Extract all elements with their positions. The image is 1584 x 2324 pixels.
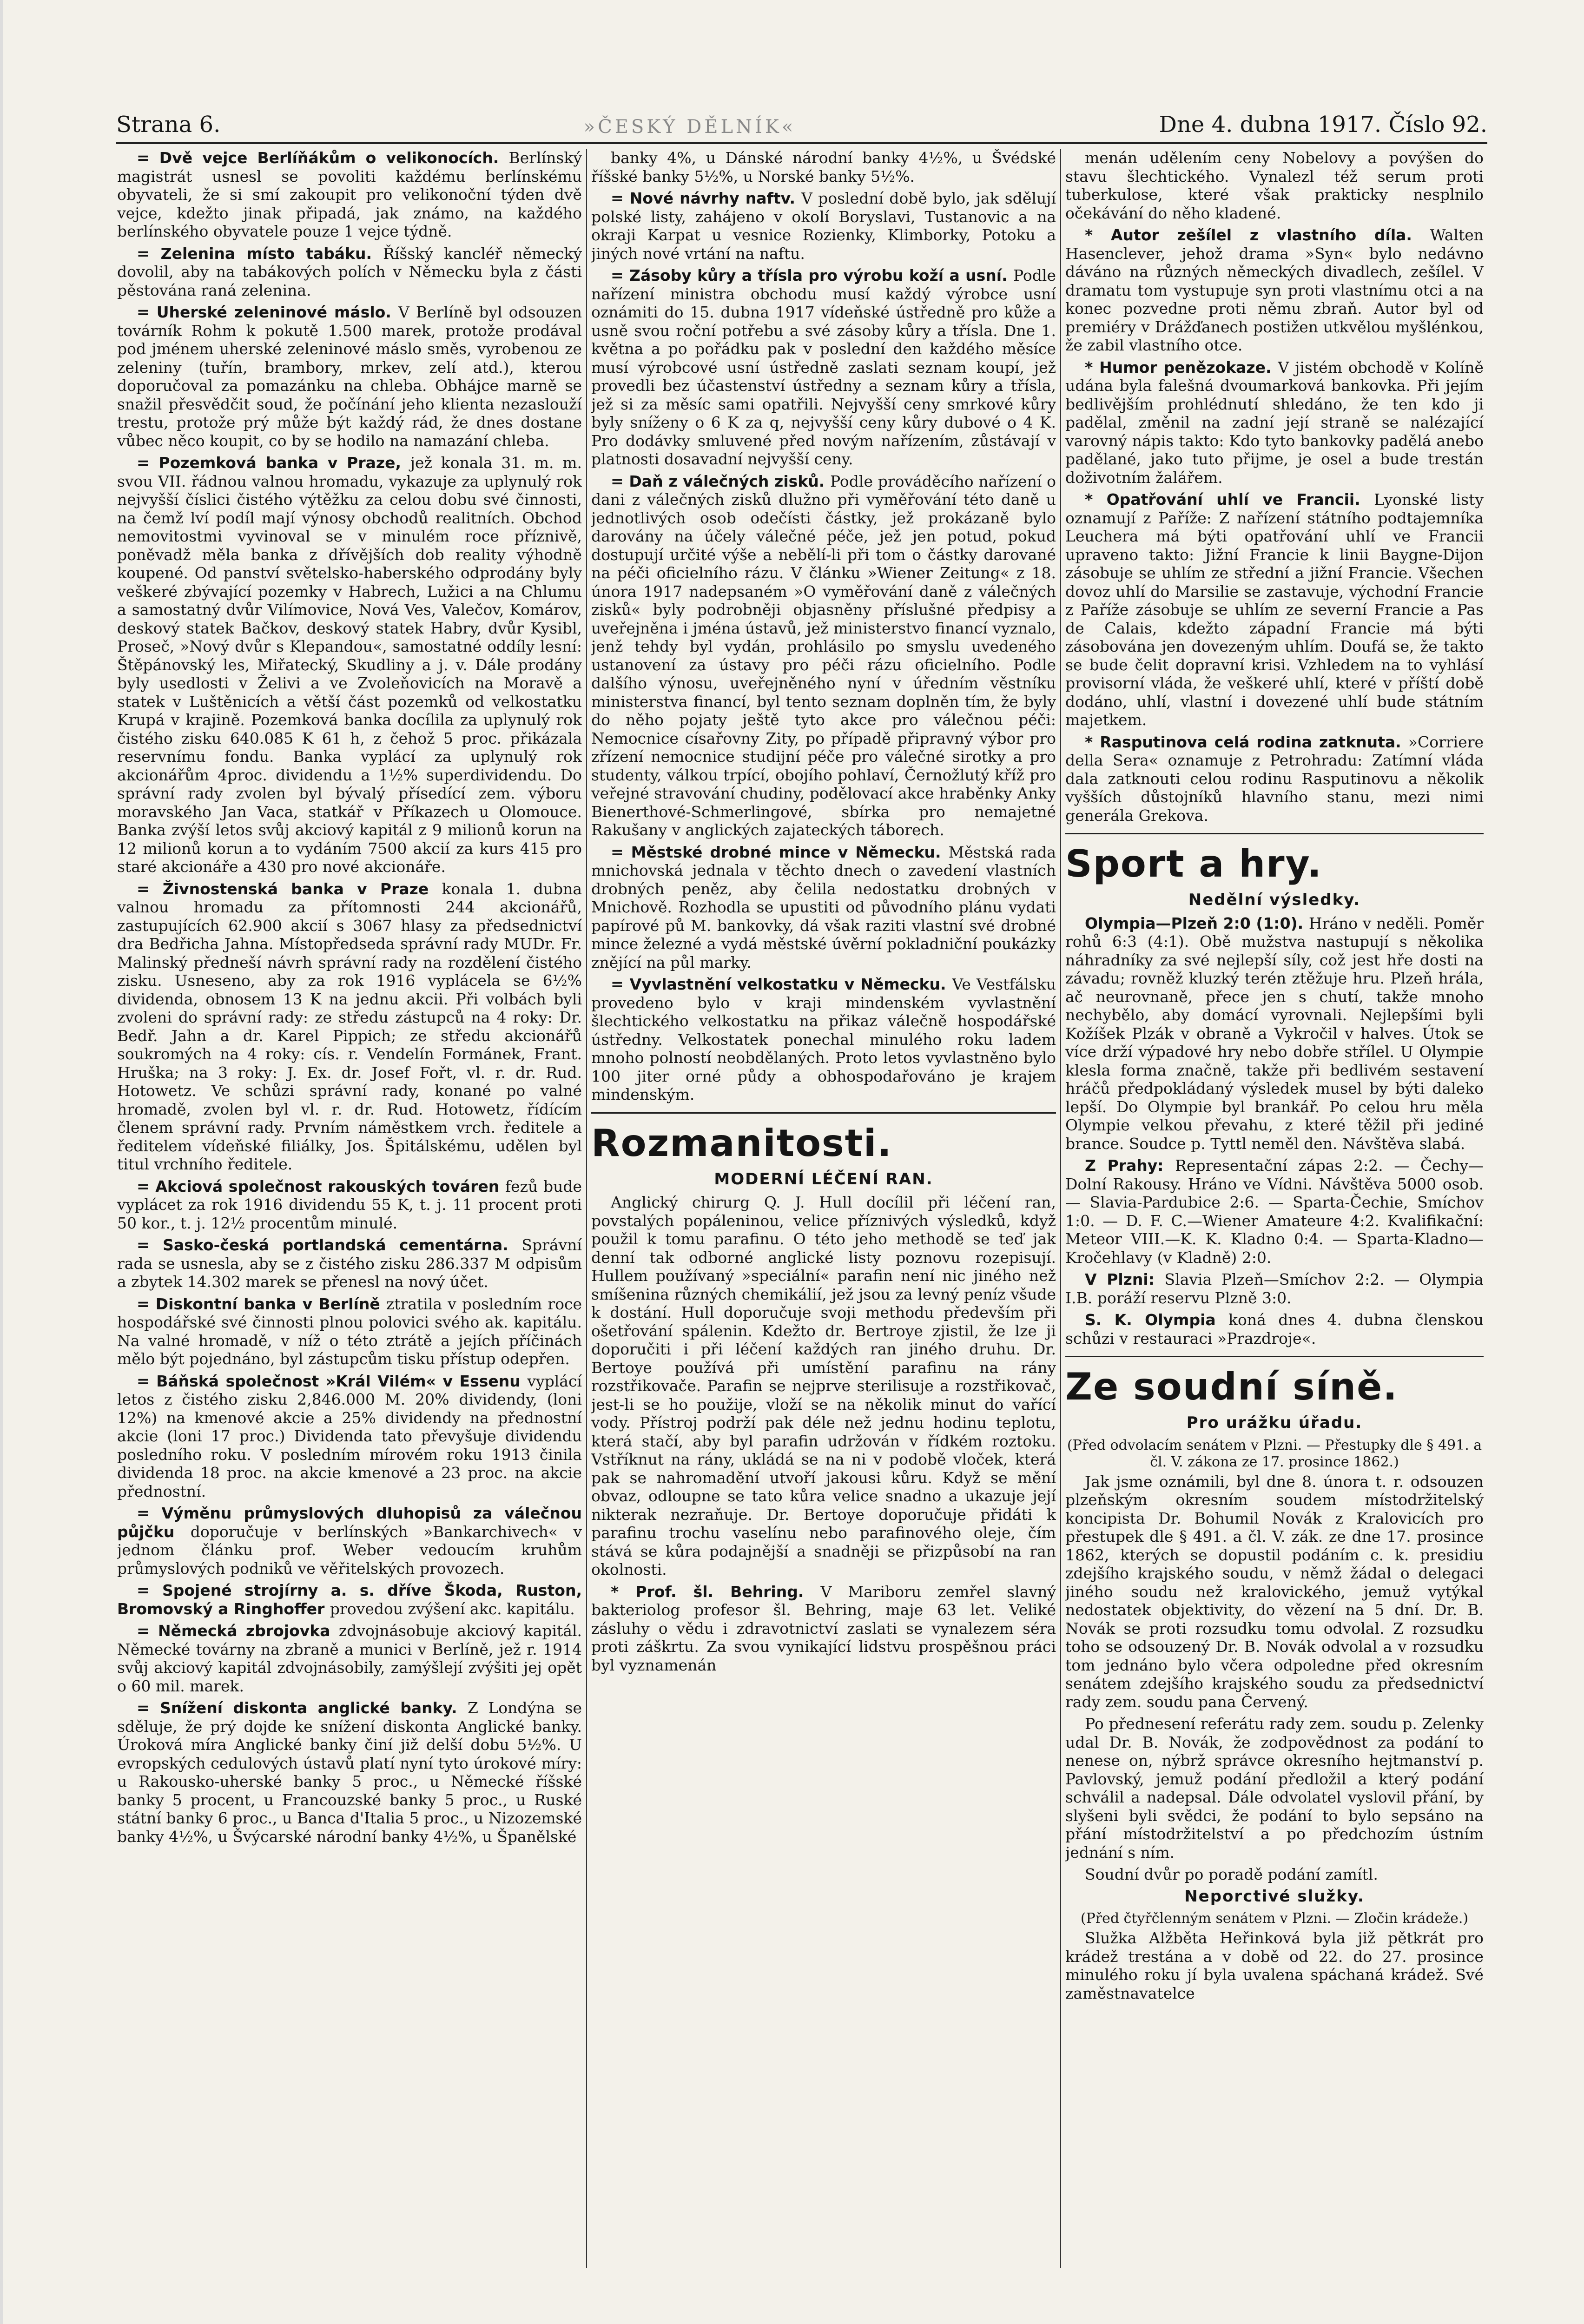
article-headline: = Zásoby kůry a třísla pro výrobu koží a usní. — [611, 266, 1014, 284]
article-subheading: MODERNÍ LÉČENÍ RAN. — [714, 1169, 933, 1188]
news-article — [591, 843, 1056, 972]
article-body: V poslední době bylo, jak sdělují polské listy, zahájeno v okolí Boryslavi, Tustanovic a na okraji Karpat u vesnice Rozienky, Klimborky, Potoku a jiných nové vrtání na naftu. — [591, 189, 1056, 263]
news-article — [591, 189, 1056, 263]
article-body: Správní rada se usnesla, aby se z čistého zisku 286.337 M odpisům a zbytek 14.302 marek se přenesl na nový účet. — [117, 1236, 582, 1291]
news-article — [117, 454, 582, 876]
article-body: Hráno v neděli. Poměr rohů 6:3 (4:1). Obě mužstva nastupují s několika náhradníky za své nejlepší síly, což jest hře dosti na závadu; rovněž kluzký terén ztěžuje hru. Plzeň hrála, ač neurovnaně, přece jen s chutí, takže mnoho nechybělo, aby domácí vyrovnali. Nejlepšími byli Kožíšek Plzák v obraně a Vykročil v halves. Útok se více drží výpadové hry nebo dobře střílel. U Olympie klesla forma značně, takže při bedlivém sestavení hráčů předpokládaný výsledek musel by býti daleko lepší. Do Olympie byl brankář. Po celou hru měla Olympie velkou převahu, z které těžil při jediné brance. Soudce p. Tyttl neměl den. Návštěva slabá. — [1065, 914, 1484, 1153]
article-body: Slavia Plzeň—Smíchov 2:2. — Olympia I.B. poráží reservu Plzně 3:0. — [1065, 1270, 1484, 1307]
court-note: (Před odvolacím senátem v Plzni. — Přestupky dle § 491. a čl. V. zákona ze 17. prosince 1862.) — [1067, 1437, 1482, 1470]
news-article — [117, 1581, 582, 1618]
section-divider — [1065, 1356, 1484, 1357]
article-headline: = Akciová společnost rakouských továren — [137, 1177, 505, 1195]
article-body: V Berlíně byl odsouzen továrník Rohm k pokutě 1.500 marek, protože prodával pod jménem uherské zeleninové máslo směs, vyrobenou ze zeleniny (tuřín, brambory, mrkev, zelí atd.), kterou doporučoval za pomazánku na chleba. Obhájce marně se snažil přesvědčit soud, že počínání jeho klienta nezaslouží trestu, protože prý může být každý rád, že dnes dostane vůbec něco koupit, co by se hodilo na namazání chleba. — [117, 303, 582, 450]
news-article — [591, 266, 1056, 469]
article-headline: * Humor penězokaze. — [1085, 358, 1278, 376]
news-article — [1065, 1472, 1484, 1711]
column-3 — [1065, 149, 1484, 2268]
article-headline: = Německá zbrojovka — [137, 1622, 339, 1640]
article-headline: = Snížení diskonta anglické banky. — [137, 1699, 468, 1717]
article-subheading: Nedělní výsledky. — [1188, 891, 1361, 909]
article-body: vyplácí letos z čistého zisku 2,846.000 M. 20% dividendy, (loni 12%) na kmenové akcie a 25% dividendy na přednostní akcie (loni 17 proc.) Dividenda tato převyšuje dividendu posledního roku. V posledním mírovém roku 1913 činila dividenda 18 proc. na akcie kmenové a 23 proc. na akcie přednostní. — [117, 1372, 582, 1500]
article-body: doporučuje v berlínských »Bankarchivech« v jednom článku prof. Weber vedoucím kruhům průmyslových podniků ve věřitelských provozech. — [117, 1522, 582, 1578]
news-article — [117, 880, 582, 1174]
news-article — [117, 1295, 582, 1368]
article-body: Ve Vestfálsku provedeno bylo v kraji mindenském vyvlastnění šlechtického velkostatku na přikaz válečně hospodářské ústředny. Velkostatek ponechal minulého roku ladem mnoho polností neobdělaných. Proto letos vyvlastněno bylo 100 jiter orné půdy a obhospodařováno je krajem mindenským. — [591, 975, 1056, 1103]
article-body: Lyonské listy oznamují z Paříže: Z nařízení státního podtajemníka Leuchera má býti opatřování uhlí ve Francii upraveno takto: Jižní Francie k linii Baygne-Dijon zásobuje se uhlím ze střední a jižní Francie. Všechen dovoz uhlí do Marsilie se zastavuje, východní Francie z Paříže zásobuje se uhlím ze severní Francie a Pas de Calais, kdežto západní Francie má býti zásobována jen dovezeným uhlím. Doufá se, že takto se bude čelit dopravní krisi. Vzhledem na to vyhlásí provisorní vláda, že veškeré uhlí, které v příští době dodáno, uhlí, vlastní i dovezené uhlí bude státním majetkem. — [1065, 490, 1484, 729]
news-article — [591, 975, 1056, 1104]
news-article — [117, 149, 582, 241]
article-body: Berlínský magistrát usnesl se povoliti každému berlínskému obyvateli, že si smí zakoupit pro velikonoční týden dvě vejce, kdežto jinak připadá, jak známo, na každého berlínského obyvatele pouze 1 vejce týdně. — [117, 149, 582, 240]
article-headline: = Spojené strojírny a. s. dříve Škoda, Ruston, Bromovský a Ringhoffer — [117, 1581, 582, 1618]
article-body: Representační zápas 2:2. — Čechy—Dolní Rakousy. Hráno ve Vídni. Návštěva 5000 osob. — Slavia-Pardubice 2:6. — Sparta-Čechie, Smíchov 1:0. — D. F. C.—Wiener Amateure 4:2. Kvalifikační: Meteor VIII.—K. K. Kladno 0:4. — Sparta-Kladno—Kročehlavy (v Kladně) 2:0. — [1065, 1156, 1484, 1267]
article-headline: = Daň z válečných zisků. — [611, 472, 831, 490]
article-body: menán udělením ceny Nobelovy a povýšen do stavu šlechtického. Vynalezl též serum proti tuberkulose, které však prakticky nesplnilo očekávání do něho kladené. — [1065, 149, 1484, 222]
article-body: provedou zvýšení akc. kapitálu. — [330, 1599, 575, 1618]
news-article — [117, 1622, 582, 1695]
issue-date: Dne 4. dubna 1917. Číslo 92. — [1159, 112, 1487, 138]
article-headline: = Zelenina místo tabáku. — [137, 244, 383, 263]
news-article — [117, 244, 582, 300]
news-article — [1065, 1715, 1484, 1862]
article-headline: = Dvě vejce Berlíňákům o velikonocích. — [137, 149, 509, 167]
article-headline: = Výměnu průmyslových dluhopisů za válečnou půjčku — [117, 1504, 582, 1541]
news-article — [1065, 1929, 1484, 2002]
article-body: Jak jsme oznámili, byl dne 8. února t. r. odsouzen plzeňským okresním soudem místodržitelský koncipista Dr. Bohumil Novák z Kralovicích pro přestupek dle § 491. a čl. V. zák. ze dne 17. prosince 1862, kterých se dopustil podáním c. k. presidiu zdejšího krajského soudu, v němž žádal o delegaci jiného soudu než kralovického, jemuž vytýkal nedostatek objektivity, do vězení na 5 dní. Dr. B. Novák se proti rozsudku tomu odvolal. Z rozsudku toho se odsouzený Dr. B. Novák odvolal a v rozsudku tom jednáno bylo včera odpoledne před okresním senátem zdejšího krajského soudu za předsednictví rady zem. soudu pana Červený. — [1065, 1472, 1484, 1711]
article-headline: Olympia—Plzeň 2:0 (1:0). — [1085, 914, 1309, 932]
masthead: »ČESKÝ DĚLNÍK« — [583, 116, 796, 138]
article-headline: * Opatřování uhlí ve Francii. — [1085, 490, 1374, 508]
news-article — [1065, 733, 1484, 825]
news-article — [117, 303, 582, 450]
news-article — [1065, 358, 1484, 487]
article-headline: = Živnostenská banka v Praze — [137, 879, 442, 898]
article-headline: S. K. Olympia — [1085, 1311, 1229, 1329]
article-body: banky 4%, u Dánské národní banky 4½%, u Švédské říšské banky 5½%, u Norské banky 5½%. — [591, 149, 1056, 185]
article-body: Walten Hasenclever, jehož drama »Syn« bylo nedávno dáváno na různých německých divadlech, zešílel. V dramatu tom vystupuje syn proti vlastnímu otci a na konec pozvedne proti němu zbraň. Autor byl od premiéry v Drážďanech postižen utkvělou myšlénkou, že zabil vlastního otce. — [1065, 226, 1484, 354]
news-article — [591, 1193, 1056, 1579]
article-body: Podle prováděcího nařízení o dani z válečných zisků dlužno při vyměřování této daně u jednotlivých osob odečísti částky, jež prokázaně bylo darovány na účely válečné péče, jež jen potud, pokud dostupují určité výše a nebělí-li při tom o částky darované na péči oficielního rázu. V článku »Wiener Zeitung« z 18. února 1917 nadepsaném »O vyměřování daně z válečných zisků« byly podrobněji objasněny příslušné předpisy a uveřejněna i jména ústavů, jež ministerstvo financí vyznalo, jenž tehdy byl vydán, prohlásilo po smyslu uvedeného ustanovení za ústavy pro péči rázu oficielního. Podle dalšího výnosu, uveřejněného nyní v úředním věstníku ministerstva financí, byl tento seznam doplněn tím, že byly do něho pojaty ještě tyto akce pro válečnou péči: Nemocnice císařovny Zity, po případě připravný výbor pro zřízení nemocnice studijní péče pro válečné sirotky a pro studenty, válkou trpící, obojího pohlaví, Černožlutý kříž pro veřejné stravování chudiny, podělovací akce hraběnky Anky Bienerthové-Schmerlingové, sbírka pro nemajetné Rakušany v anglických zajateckých táborech. — [591, 472, 1056, 839]
article-headline: V Plzni: — [1085, 1270, 1165, 1288]
article-body: Z Londýna se sděluje, že prý dojde ke snížení diskonta Anglické banky. Úroková míra Anglické banky činí již delší dobu 5½%. U evropských cedulových ústavů platí nyní tyto úrokové míry: u Rakousko-uherské banky 5 proc., u Německé říšské banky 5 procent, u Francouzské banky 5 proc., u Ruské státní banky 6 proc., u Banca d'Italia 5 proc., u Nizozemské banky 4½%, u Švýcarské národní banky 4½%, u Španělské — [117, 1699, 582, 1846]
news-article — [117, 1504, 582, 1578]
article-body: V jistém obchodě v Kolíně udána byla falešná dvoumarková bankovka. Při jejím bedlivějším prohlédnutí shledáno, že ten kdo ji padělal, změnil na zadní její straně se nalézající varovný nápis takto: Kdo tyto bankovky padělá anebo padělané, jako tuto přijme, je osel a bude trestán doživotním žalářem. — [1065, 358, 1484, 487]
news-article — [591, 149, 1056, 185]
news-article — [1065, 1311, 1484, 1347]
section-heading: Rozmanitosti. — [591, 1121, 892, 1165]
news-article — [117, 1236, 582, 1291]
article-body: Služka Alžběta Heřinková byla již pětkrát pro krádež trestána a v době od 22. do 27. prosince minulého roku jí byla uvalena spáchaná krádež. Své zaměstnavatelce — [1065, 1929, 1484, 2002]
article-headline: = Nové návrhy naftv. — [611, 189, 802, 207]
section-heading: Sport a hry. — [1065, 842, 1322, 885]
article-body: fezů bude vyplácet za rok 1916 dividendu 55 K, t. j. 11 procent proti 50 kor., t. j. 12½ procentům minulé. — [117, 1177, 582, 1232]
section-divider — [1065, 833, 1484, 834]
article-body: Soudní dvůr po poradě podání zamítl. — [1085, 1865, 1378, 1883]
page-header — [116, 102, 1487, 144]
article-body: koná dnes 4. dubna členskou schůzi v restauraci »Prazdroje«. — [1065, 1311, 1484, 1347]
article-headline: = Diskontní banka v Berlíně — [137, 1294, 386, 1313]
page-number: Strana 6. — [116, 112, 221, 138]
news-article — [1065, 226, 1484, 355]
article-headline: = Sasko-česká portlandská cementárna. — [137, 1236, 522, 1254]
article-headline: = Městské drobné mince v Německu. — [611, 843, 949, 861]
news-article — [117, 1699, 582, 1846]
article-subheading: Pro urážku úřadu. — [1186, 1413, 1363, 1432]
article-body: Anglický chirurg Q. J. Hull docílil při léčení ran, povstalých popáleninou, velice příznivých výsledků, když použil k tomu parafinu. O této jeho methodě se teď jak denní tak odborné anglické listy poznovu rozepisují. Hullem používaný »speciální« parafin není nic jiného než smíšenina různých chemikálií, jež jsou za levný peníz všude k dostání. Hull doporučuje svoji methodu především při ošetřování spálenin. Kdežto dr. Bertroye zjistil, že lze ji doporučiti i při léčení každých ran jiného druhu. Dr. Bertoye používá při umístění parafinu na rány rozstřikovače. Parafin se nejprve sterilisuje a rozstřikovač, jest-li se ho použije, vloží se na několik minut do vařící vody. Přístroj podrží pak déle než jednu hodinu teplotu, která stačí, aby byl parafin udržován v řídkém roztoku. Vstříknut na rány, ukládá se na ni v podobě vloček, která pak se nahromadění utvoří jakousi kůru. Když se mění obvaz, odloupne se tato kůra velice snadno a ukazuje její nikterak nezraňuje. Dr. Bertoye doporučuje přidáti k parafinu trochu vaselínu nebo parafinového oleje, čím stává se kůra podajnější a snadněji se přizpůsobí na ran okolnosti. — [591, 1193, 1056, 1578]
section-divider — [591, 1112, 1056, 1114]
article-body: Po přednesení referátu rady zem. soudu p. Zelenky udal Dr. B. Novák, že zodpovědnost za podání to nenese on, nýbrž správce okresního hejtmanství p. Pavlovský, jemuž podání předložil a který podání schválil a nadepsal. Dále odvolatel vyslovil přání, by slyšeni byli svědci, že podání to bylo sepsáno na přání místodržitelství a po předchozím ústním jednání s ním. — [1065, 1715, 1484, 1862]
article-body: Podle nařízení ministra obchodu musí každý výrobce usní oznámiti do 15. dubna 1917 vídeňské ústředně pro kůže a usně svou roční potřebu a své zásoby kůry a třísla. Dne 1. května a po pořádku pak v poslední den každého měsíce musí výrobcové usní ústředně zaslati seznam koupí, jež provedli bez účastenství ústředny a seznam kůry a třísla, jež si za měsíc sami opatřili. Nejvyšší ceny smrkové kůry byly sníženy o 6 K za q, nejvyšší ceny kůry dubové o 4 K. Pro dodávky smluvené před novým nařízením, zůstávají v platnosti dosavadní nejvyšší ceny. — [591, 266, 1056, 468]
news-article — [117, 1372, 582, 1501]
article-body: Městská rada mnichovská jednala v těchto dnech o zavedení vlastních drobných peněz, aby čelila nedostatku drobných v Mnichově. Rozhodla se upustiti od původního plánu vydati papírové pů M. bankovky, dá však raziti vlastní své drobné mince železné a vydá městské úvěrní pokladniční poukázky znějící na půl marky. — [591, 843, 1056, 971]
column-rule-2 — [1060, 149, 1061, 2268]
article-body: konala 1. dubna valnou hromadu za přítomnosti 244 akcionářů, zastupujících 62.900 akcií s 3067 hlasy za předsednictví dra Bedřicha Jahna. Místopředseda správní rady MUDr. Fr. Malinský předneší návrh správní rady na rozdělení čistého zisku. Usneseno, aby za rok 1916 vyplácela se 6½% dividenda, obnosem 13 K na jednu akcii. Při volbách byli zvoleni do správní rady: ze středu zástupců na 4 roky: Dr. Bedř. Jahn a dr. Karel Pippich; ze středu akcionářů soukromých na 4 roky: cís. r. Vendelín Formánek, Frant. Hruška; na 3 roky: J. Ex. dr. Josef Fořt, vl. r. dr. Rud. Hotowetz. Ve schůzi správní rady, konané po valné hromadě, zvolen byl vl. r. dr. Rud. Hotowetz, řídícím členem správní rady. Prvním náměstkem vrch. ředitele a ředitelem vídeňské filiálky, Jos. Špitálskému, udělen byl titul vrchního ředitele. — [117, 879, 582, 1173]
article-headline: = Uherské zeleninové máslo. — [137, 303, 398, 321]
article-headline: Z Prahy: — [1085, 1156, 1175, 1175]
article-body: V Mariboru zemřel slavný bakteriolog profesor šl. Behring, maje 63 let. Veliké zásluhy o vědu i zdravotnictví zaslati se vynalezem séra proti záškrtu. Za svou vynikající lidstvu prospěšnou práci byl vyznamenán — [591, 1582, 1056, 1674]
news-article — [1065, 1865, 1484, 1884]
article-body: ztratila v posledním roce hospodářské své činnosti plnou polovici svého ak. kapitálu. Na valné hromadě, v níž o této ztrátě a jejích příčinách mělo být pojednáno, byl zástupcům tisku přístup odepřen. — [117, 1294, 582, 1368]
article-body: »Corriere della Sera« oznamuje z Petrohradu: Zatímní vláda dala zatknouti celou rodinu Rasputinovu a několik vyšších důstojníků hlavního stanu, mezi nimi generála Grekova. — [1065, 733, 1484, 825]
article-headline: * Autor zešílel z vlastního díla. — [1085, 226, 1430, 244]
column-1 — [117, 149, 582, 2268]
news-article — [1065, 149, 1484, 222]
article-headline: * Rasputinova celá rodina zatknuta. — [1085, 733, 1408, 751]
news-article — [1065, 490, 1484, 729]
court-note: (Před čtyřčlenným senátem v Plzni. — Zločin krádeže.) — [1080, 1910, 1469, 1927]
news-article — [117, 1177, 582, 1233]
article-body: zdvojnásobuje akciový kapitál. Německé továrny na zbraně a munici v Berlíně, jež r. 1914 svůj akciový kapitál zdvojnásobily, zamýšlejí zvýšiti jej opět o 60 mil. marek. — [117, 1622, 582, 1695]
article-headline: = Pozemková banka v Praze, — [137, 454, 410, 472]
news-article — [591, 1583, 1056, 1675]
section-heading: Ze soudní síně. — [1065, 1365, 1398, 1408]
article-body: jež konala 31. m. m. svou VII. řádnou valnou hromadu, vykazuje za uplynulý rok nejvyšší číslici čistého výtěžku za celou dobu své činnosti, na čemž lví podíl mají výnosy obchodů realitních. Obchod nemovitostmi vyvinoval se v minulém roce příznivě, poněvadž měla banka z dřívějších dob reality výhodně koupené. Od panství světelsko-haberského odprodány byly veškeré zbývající pozemky v Habrech, Lužici a na Chlumu a samostatný dvůr Vilímovice, Nová Ves, Valečov, Komárov, deskový statek Bačkov, deskový statek Habry, dvůr Kysibl, Proseč, »Nový dvůr s Klepandou«, samostatné oddíly lesní: Štěpánovský les, Miřatecký, Skudliny a j. v. Dále prodány byly usedlosti v Želivi a ve Zvoleňovicích na Moravě a statek v Luštěnicích a větší část pozemků od velkostatku Krupá v krajině. Pozemková banka docílila za uplynulý rok čistého zisku 640.085 K 61 h, z čehož 5 proc. přikázala reservnímu fondu. Banka vyplácí za uplynulý rok akcionářům 4proc. dividendu a 1½% superdividendu. Do správní rady zvolen byl bývalý přísedící zem. výboru moravského Jan Vaca, statkář v Příkazech u Olomouce. Banka zvýší letos svůj akciový kapitál z 9 milionů korun na 12 milionů korun a to vydáním 7500 akcií za kurs 415 pro staré akcionáře a 430 pro nové akcionáře. — [117, 454, 582, 876]
news-article — [591, 472, 1056, 839]
article-body: Říšský kancléř německý dovolil, aby na tabákových polích v Německu byla z části pěstována raná zelenina. — [117, 244, 582, 299]
news-article — [1065, 1270, 1484, 1307]
column-2 — [591, 149, 1056, 2268]
news-article — [1065, 1156, 1484, 1267]
article-headline: = Báňská společnost »Král Vilém« v Essenu — [137, 1372, 528, 1390]
column-rule-1 — [586, 149, 587, 2268]
article-headline: * Prof. šl. Behring. — [611, 1582, 821, 1601]
article-subheading: Neporctivé služky. — [1184, 1887, 1365, 1906]
news-article — [1065, 914, 1484, 1153]
article-headline: = Vyvlastnění velkostatku v Německu. — [611, 975, 952, 993]
